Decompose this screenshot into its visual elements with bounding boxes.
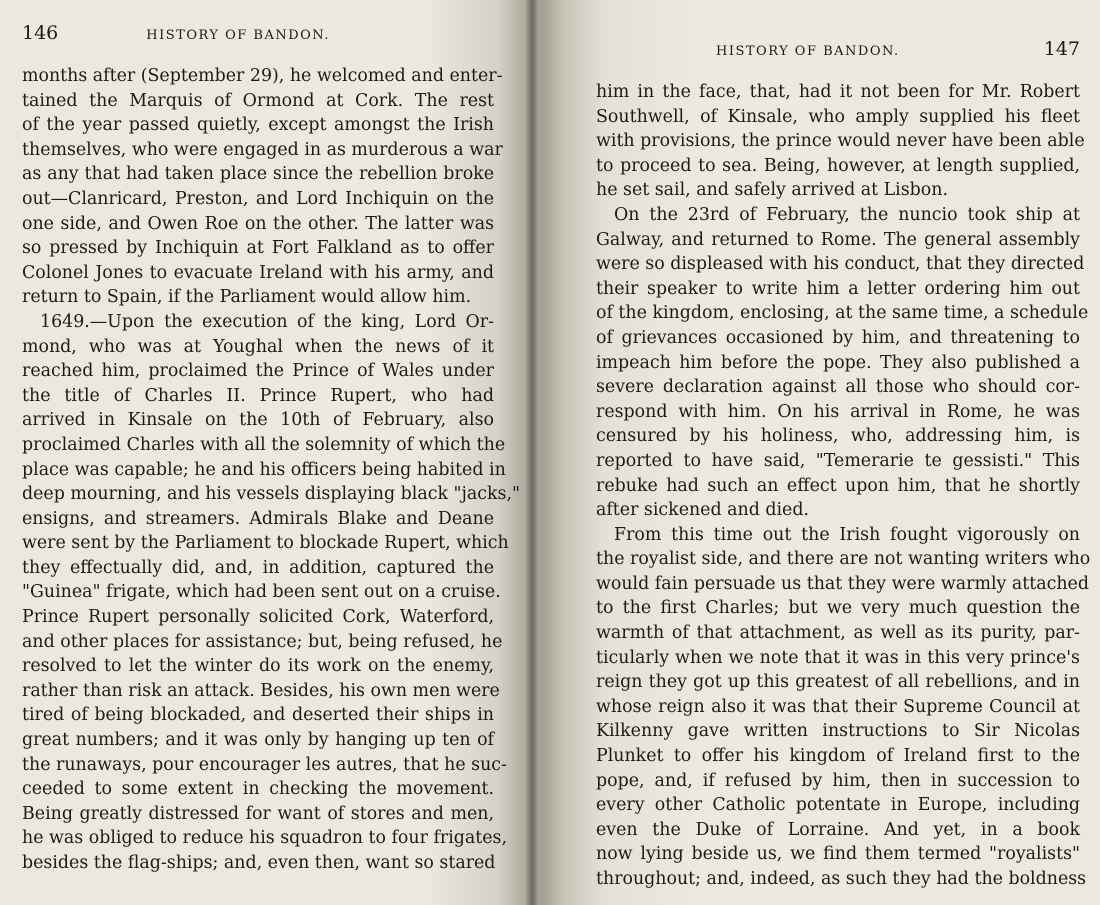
text-line: ensigns, and streamers. Admirals Blake and Deane [22, 508, 494, 529]
text-line: he was obliged to reduce his squadron to four frigates, [22, 828, 507, 849]
left-running-title: HISTORY OF BANDON. [146, 28, 330, 43]
text-line: Prince Rupert personally solicited Cork, Waterford, [22, 607, 494, 628]
text-line: out—Clanricard, Preston, and Lord Inchiquin on the [22, 188, 494, 209]
text-line: months after (September 29), he welcomed and enter- [22, 66, 503, 86]
text-line: Southwell, of Kinsale, who amply supplied his fleet [596, 106, 1080, 127]
text-line: Being greatly distressed for want of stores and men, [22, 803, 494, 824]
text-line: Colonel Jones to evacuate Ireland with his army, and [22, 262, 494, 283]
text-line: and other places for assistance; but, being refused, he [22, 631, 503, 652]
text-line: mond, who was at Youghal when the news of it [22, 336, 494, 357]
right-page-text [596, 80, 1091, 892]
right-running-head [596, 38, 1080, 60]
text-line: the title of Charles II. Prince Rupert, who had [22, 385, 494, 406]
text-line: warmth of that attachment, as well as its purity, par- [596, 623, 1080, 644]
text-line: "Guinea" frigate, which had been sent out on a cruise. [22, 582, 501, 603]
text-line: tained the Marquis of Ormond at Cork. The rest [22, 90, 494, 111]
text-line: him in the face, that, had it not been for Mr. Robert [596, 82, 1080, 102]
text-line: arrived in Kinsale on the 10th of February, also [22, 410, 494, 431]
right-page [530, 0, 1100, 905]
text-line: Plunket to offer his kingdom of Ireland first to the [596, 746, 1080, 767]
text-line: their speaker to write him a letter ordering him out [596, 278, 1080, 299]
text-line: even the Duke of Lorraine. And yet, in a book [596, 819, 1080, 840]
text-line: would fain persuade us that they were warmly attached [596, 573, 1089, 594]
text-line: of the kingdom, enclosing, at the same time, a schedule [596, 303, 1089, 324]
text-line: after sickened and died. [596, 500, 810, 521]
left-running-head [22, 22, 508, 44]
text-line: severe declaration against all those who should cor- [596, 377, 1080, 398]
left-page [0, 0, 530, 905]
text-line: throughout; and, indeed, as such they had the boldness [596, 869, 1087, 889]
text-line: great numbers; and it was only by hanging up ten of [22, 730, 494, 751]
text-line: were so displeased with his conduct, that they directed [596, 254, 1085, 275]
text-line: rebuke had such an effect upon him, that he shortly [596, 475, 1080, 496]
text-line: to the first Charles; but we very much question the [596, 598, 1080, 619]
text-line: reign they got up this greatest of all rebellions, and in [596, 672, 1080, 693]
text-line: themselves, who were engaged in as murderous a war [22, 139, 503, 160]
text-line: censured by his holiness, who, addressing him, is [596, 426, 1080, 447]
text-line: they effectually did, and, in addition, captured the [22, 557, 494, 578]
text-line: the royalist side, and there are not wanting writers who [596, 549, 1091, 570]
text-line: the runaways, pour encourager les autres, that he suc- [22, 754, 507, 775]
left-page-text [22, 64, 521, 876]
text-line: one side, and Owen Roe on the other. The latter was [22, 213, 494, 234]
text-line: From this time out the Irish fought vigorously on [614, 524, 1080, 545]
text-line: besides the flag-ships; and, even then, want so stared [22, 853, 496, 873]
text-line: he set sail, and safely arrived at Lisbon. [596, 180, 948, 201]
text-line: pope, and, if refused by him, then in succession to [596, 770, 1080, 791]
text-line: were sent by the Parliament to blockade Rupert, which [22, 533, 509, 554]
text-line: tired of being blockaded, and deserted their ships in [22, 705, 494, 726]
text-line: every other Catholic potentate in Europe, including [596, 795, 1080, 816]
text-line: impeach him before the pope. They also published a [596, 352, 1080, 373]
text-line: proclaimed Charles with all the solemnity of which the [22, 434, 506, 455]
text-line: On the 23rd of February, the nuncio took ship at [614, 204, 1080, 225]
text-line: return to Spain, if the Parliament would allow him. [22, 287, 472, 308]
text-line: with provisions, the prince would never have been able [596, 131, 1085, 152]
text-line: resolved to let the winter do its work on the enemy, [22, 656, 494, 677]
text-line: respond with him. On his arrival in Rome, he was [596, 401, 1080, 422]
right-page-number: 147 [1043, 38, 1080, 60]
text-line: now lying beside us, we find them termed "royalists" [596, 844, 1080, 865]
text-line: as any that had taken place since the rebellion broke [22, 164, 494, 185]
text-line: place was capable; he and his officers being habited in [22, 459, 506, 480]
text-line: reached him, proclaimed the Prince of Wales under [22, 361, 494, 382]
book-gutter [524, 0, 540, 905]
text-line: of grievances occasioned by him, and threatening to [596, 327, 1080, 348]
text-line: reported to have said, "Temerarie te gessisti." This [596, 450, 1080, 471]
left-page-number: 146 [22, 22, 59, 44]
right-running-title: HISTORY OF BANDON. [716, 44, 900, 59]
text-line: whose reign also it was that their Supreme Council at [596, 696, 1080, 717]
text-line: rather than risk an attack. Besides, his own men were [22, 680, 500, 701]
text-line: Kilkenny gave written instructions to Sir Nicolas [596, 721, 1080, 742]
text-line: of the year passed quietly, except amongst the Irish [22, 115, 494, 136]
text-line: so pressed by Inchiquin at Fort Falkland as to offer [22, 238, 494, 259]
text-line: ceeded to some extent in checking the movement. [22, 779, 494, 800]
text-line: Galway, and returned to Rome. The general assembly [596, 229, 1080, 250]
text-line: 1649.—Upon the execution of the king, Lord Or- [40, 311, 494, 332]
text-line: ticularly when we note that it was in this very prince's [596, 647, 1080, 668]
text-line: deep mourning, and his vessels displaying black "jacks," [22, 484, 521, 505]
text-line: to proceed to sea. Being, however, at length supplied, [596, 155, 1080, 176]
